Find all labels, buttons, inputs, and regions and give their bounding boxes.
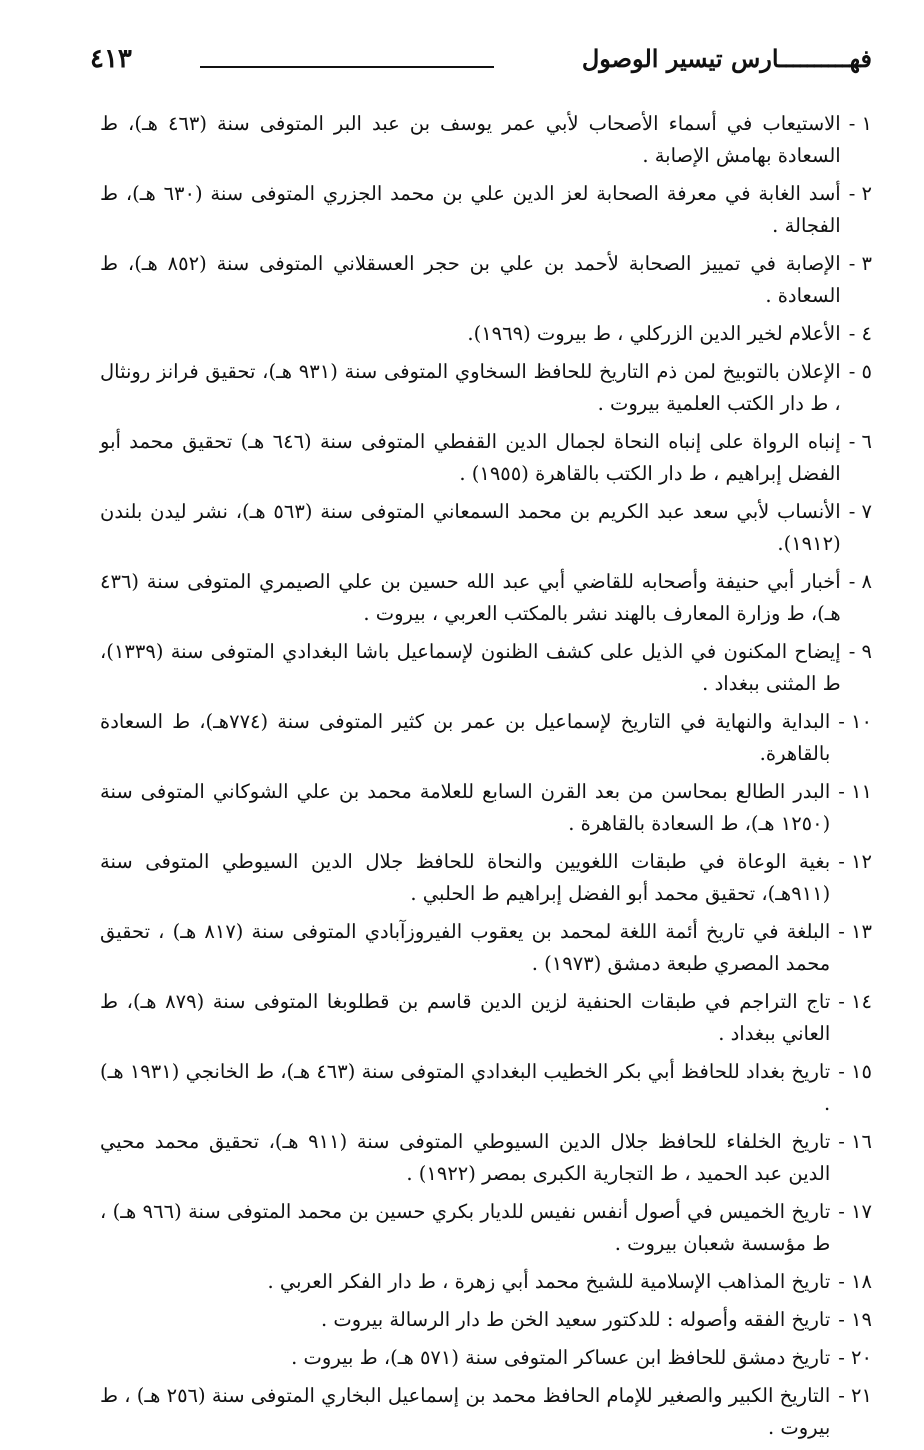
entry-text: البدر الطالع بمحاسن من بعد القرن السابع للعلامة محمد بن علي الشوكاني المتوفى سنة (١٢٥٠ هـ)، ط السعادة بالقاهرة . [100,780,831,835]
entry-text: الإعلان بالتوبيخ لمن ذم التاريخ للحافظ السخاوي المتوفى سنة (٩٣١ هـ)، تحقيق فرانز رونثال ، ط دار الكتب العلمية بيروت . [100,360,841,415]
page-number: ٤١٣ [90,44,132,74]
entry-number: ٢ - [848,182,872,205]
entry-text: البلغة في تاريخ أئمة اللغة لمحمد بن يعقوب الفيروزآبادي المتوفى سنة (٨١٧ هـ) ، تحقيق محمد المصري طبعة دمشق (١٩٧٣) . [100,920,831,975]
bibliography-entry [100,1126,872,1190]
bibliography-entry [100,986,872,1050]
entry-number: ٢١ - [838,1384,872,1407]
bibliography-entry [100,426,872,490]
entry-number: ١٩ - [838,1308,872,1331]
entry-text: تاريخ بغداد للحافظ أبي بكر الخطيب البغدادي المتوفى سنة (٤٦٣ هـ)، ط الخانجي (١٩٣١ هـ) . [100,1060,831,1115]
entry-number: ١٥ - [838,1060,872,1083]
bibliography-entry [100,706,872,770]
bibliography-entry [100,1196,872,1260]
entry-number: ٤ - [848,322,872,345]
entry-number: ٩ - [848,640,872,663]
entry-number: ١٦ - [838,1130,872,1153]
entry-number: ١٢ - [838,850,872,873]
bibliography-entry [100,1380,872,1444]
bibliography-entry [100,636,872,700]
entry-text: تاريخ دمشق للحافظ ابن عساكر المتوفى سنة (٥٧١ هـ)، ط بيروت . [291,1346,831,1369]
entry-number: ٥ - [848,360,872,383]
bibliography-entry [100,178,872,242]
entry-text: تاريخ الخلفاء للحافظ جلال الدين السيوطي المتوفى سنة (٩١١ هـ)، تحقيق محمد محيي الدين عبد الحميد ، ط التجارية الكبرى بمصر (١٩٢٢) . [100,1130,831,1185]
entry-number: ١٠ - [838,710,872,733]
bibliography-entry [100,1266,872,1298]
bibliography-entry [100,248,872,312]
bibliography-entry [100,1056,872,1120]
entry-number: ١٨ - [838,1270,872,1293]
bibliography-entry [100,566,872,630]
bibliography-list [100,108,872,1450]
bibliography-entry [100,1342,872,1374]
entry-text: البداية والنهاية في التاريخ لإسماعيل بن عمر بن كثير المتوفى سنة (٧٧٤هـ)، ط السعادة بالقاهرة. [100,710,831,765]
entry-text: تاريخ المذاهب الإسلامية للشيخ محمد أبي زهرة ، ط دار الفكر العربي . [267,1270,831,1293]
entry-number: ١٧ - [838,1200,872,1223]
entry-number: ٨ - [848,570,872,593]
entry-text: الأنساب لأبي سعد عبد الكريم بن محمد السمعاني المتوفى سنة (٥٦٣ هـ)، نشر ليدن بلندن (١٩١٢). [100,500,841,555]
entry-number: ٧ - [848,500,872,523]
bibliography-entry [100,108,872,172]
entry-text: تاج التراجم في طبقات الحنفية لزين الدين قاسم بن قطلوبغا المتوفى سنة (٨٧٩ هـ)، ط العاني ببغداد . [100,990,831,1045]
entry-number: ١٣ - [838,920,872,943]
bibliography-entry [100,916,872,980]
entry-text: التاريخ الكبير والصغير للإمام الحافظ محمد بن إسماعيل البخاري المتوفى سنة (٢٥٦ هـ) ، ط بيروت . [100,1384,831,1439]
entry-number: ١ - [848,112,872,135]
header-rule [200,66,494,68]
entry-text: أخبار أبي حنيفة وأصحابه للقاضي أبي عبد الله حسين بن علي الصيمري المتوفى سنة (٤٣٦ هـ)، ط وزارة المعارف بالهند نشر بالمكتب العربي ، بيروت . [100,570,841,625]
bibliography-entry [100,776,872,840]
bibliography-entry [100,318,872,350]
entry-text: تاريخ الفقه وأصوله : للدكتور سعيد الخن ط دار الرسالة بيروت . [320,1308,831,1331]
entry-text: إيضاح المكنون في الذيل على كشف الظنون لإسماعيل باشا البغدادي المتوفى سنة (١٣٣٩)، ط المثنى ببغداد . [100,640,841,695]
entry-text: أسد الغابة في معرفة الصحابة لعز الدين علي بن محمد الجزري المتوفى سنة (٦٣٠ هـ)، ط الفجالة . [100,182,841,237]
entry-number: ١١ - [838,780,872,803]
bibliography-entry [100,356,872,420]
bibliography-entry [100,1304,872,1336]
page-header [90,42,872,88]
bibliography-entry [100,496,872,560]
entry-number: ١٤ - [838,990,872,1013]
entry-number: ٦ - [848,430,872,453]
entry-text: الإصابة في تمييز الصحابة لأحمد بن علي بن حجر العسقلاني المتوفى سنة (٨٥٢ هـ)، ط السعادة . [100,252,841,307]
entry-text: بغية الوعاة في طبقات اللغويين والنحاة للحافظ جلال الدين السيوطي المتوفى سنة (٩١١هـ)، تحقيق محمد أبو الفضل إبراهيم ط الحلبي . [100,850,831,905]
entry-number: ٢٠ - [838,1346,872,1369]
entry-text: الاستيعاب في أسماء الأصحاب لأبي عمر يوسف بن عبد البر المتوفى سنة (٤٦٣ هـ)، ط السعادة بهامش الإصابة . [100,112,841,167]
entry-text: إنباه الرواة على إنباه النحاة لجمال الدين القفطي المتوفى سنة (٦٤٦ هـ) تحقيق محمد أبو الفضل إبراهيم ، ط دار الكتب بالقاهرة (١٩٥٥) . [100,430,841,485]
entry-text: تاريخ الخميس في أصول أنفس نفيس للديار بكري حسين بن محمد المتوفى سنة (٩٦٦ هـ) ، ط مؤسسة شعبان بيروت . [100,1200,831,1255]
bibliography-entry [100,846,872,910]
entry-number: ٣ - [848,252,872,275]
entry-text: الأعلام لخير الدين الزركلي ، ط بيروت (١٩٦٩). [467,322,841,345]
running-title: فهــــــــــارس تيسير الوصول [581,44,872,73]
